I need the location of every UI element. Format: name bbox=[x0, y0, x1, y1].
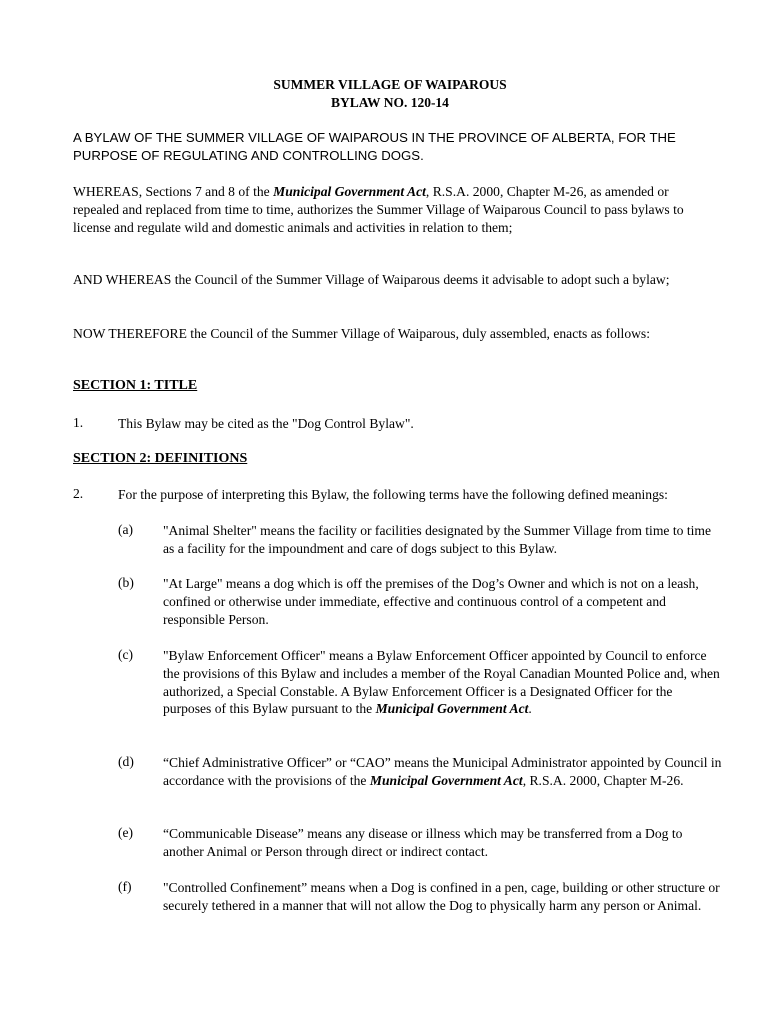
whereas-1-start: WHEREAS, Sections 7 and 8 of the bbox=[73, 184, 274, 199]
bylaw-purpose: A BYLAW OF THE SUMMER VILLAGE OF WAIPAROUS IN THE PROVINCE OF ALBERTA, FOR THE PURPOSE OF REGULATING AND CONTROLLING DOGS. bbox=[73, 130, 676, 163]
definition-b-text: "At Large" means a dog which is off the premises of the Dog’s Owner and which is not on a leash, confined or otherwise under immediate, effective and continuous control of a competent and responsible Person. bbox=[163, 576, 699, 627]
now-therefore-paragraph: NOW THEREFORE the Council of the Summer Village of Waiparous, duly assembled, enacts as follows: bbox=[73, 326, 650, 341]
definition-a-letter: (a) bbox=[118, 522, 134, 537]
definition-c-text bbox=[163, 647, 723, 718]
definition-c-act: Municipal Government Act bbox=[375, 701, 529, 717]
whereas-paragraph-1 bbox=[73, 183, 713, 236]
section-1-heading: SECTION 1: TITLE bbox=[73, 378, 198, 393]
definition-d-text bbox=[163, 754, 723, 790]
act-name: Municipal Government Act bbox=[273, 184, 426, 199]
definition-d-start: “Chief Administrative Officer” or “CAO” means the Municipal Administrator appointed by Council in accordance with the provisions of the bbox=[163, 755, 722, 788]
definition-d-end: , R.S.A. 2000, Chapter M-26. bbox=[522, 772, 684, 788]
bylaw-number: BYLAW NO. 120-14 bbox=[331, 95, 449, 110]
definition-d-letter: (d) bbox=[118, 754, 134, 769]
definition-c-start: "Bylaw Enforcement Officer" means a Bylaw Enforcement Officer appointed by Council to enforce the provisions of this Bylaw and includes a member of the Royal Canadian Mounted Police and, when authorized, a Special Constable. A Bylaw Enforcement Officer is a Designated Officer for the purposes of this Bylaw pursuant to the bbox=[163, 648, 720, 717]
definition-b-letter: (b) bbox=[118, 575, 134, 590]
section-1-text: This Bylaw may be cited as the "Dog Control Bylaw". bbox=[118, 416, 414, 431]
definition-d-act: Municipal Government Act bbox=[369, 772, 523, 788]
whereas-paragraph-2: AND WHEREAS the Council of the Summer Village of Waiparous deems it advisable to adopt such a bylaw; bbox=[73, 272, 670, 287]
definition-e-text: “Communicable Disease” means any disease or illness which may be transferred from a Dog to another Animal or Person through direct or indirect contact. bbox=[163, 826, 683, 859]
bylaw-title: SUMMER VILLAGE OF WAIPAROUS bbox=[273, 77, 507, 92]
section-2-number: 2. bbox=[73, 486, 84, 501]
definition-c-letter: (c) bbox=[118, 647, 134, 662]
definition-f-text: "Controlled Confinement” means when a Dog is confined in a pen, cage, building or other structure or securely tethered in a manner that will not allow the Dog to physically harm any person or Animal. bbox=[163, 880, 720, 913]
section-2-text: For the purpose of interpreting this Bylaw, the following terms have the following defined meanings: bbox=[118, 487, 668, 502]
definition-a-text: "Animal Shelter" means the facility or facilities designated by the Summer Village from time to time as a facility for the impoundment and care of dogs subject to this Bylaw. bbox=[163, 523, 711, 556]
whereas-1-end: , R.S.A. 2000, Chapter M-26, as amended or repealed and replaced from time to time, authorizes the Summer Village of Waiparous Council to pass bylaws to license and regulate wild and domestic animals and activities in relation to them; bbox=[73, 184, 684, 235]
section-2-heading: SECTION 2: DEFINITIONS bbox=[73, 451, 248, 466]
definition-c-end: . bbox=[528, 701, 532, 717]
definition-e-letter: (e) bbox=[118, 825, 134, 840]
definition-f-letter: (f) bbox=[118, 879, 132, 894]
section-1-number: 1. bbox=[73, 415, 84, 430]
